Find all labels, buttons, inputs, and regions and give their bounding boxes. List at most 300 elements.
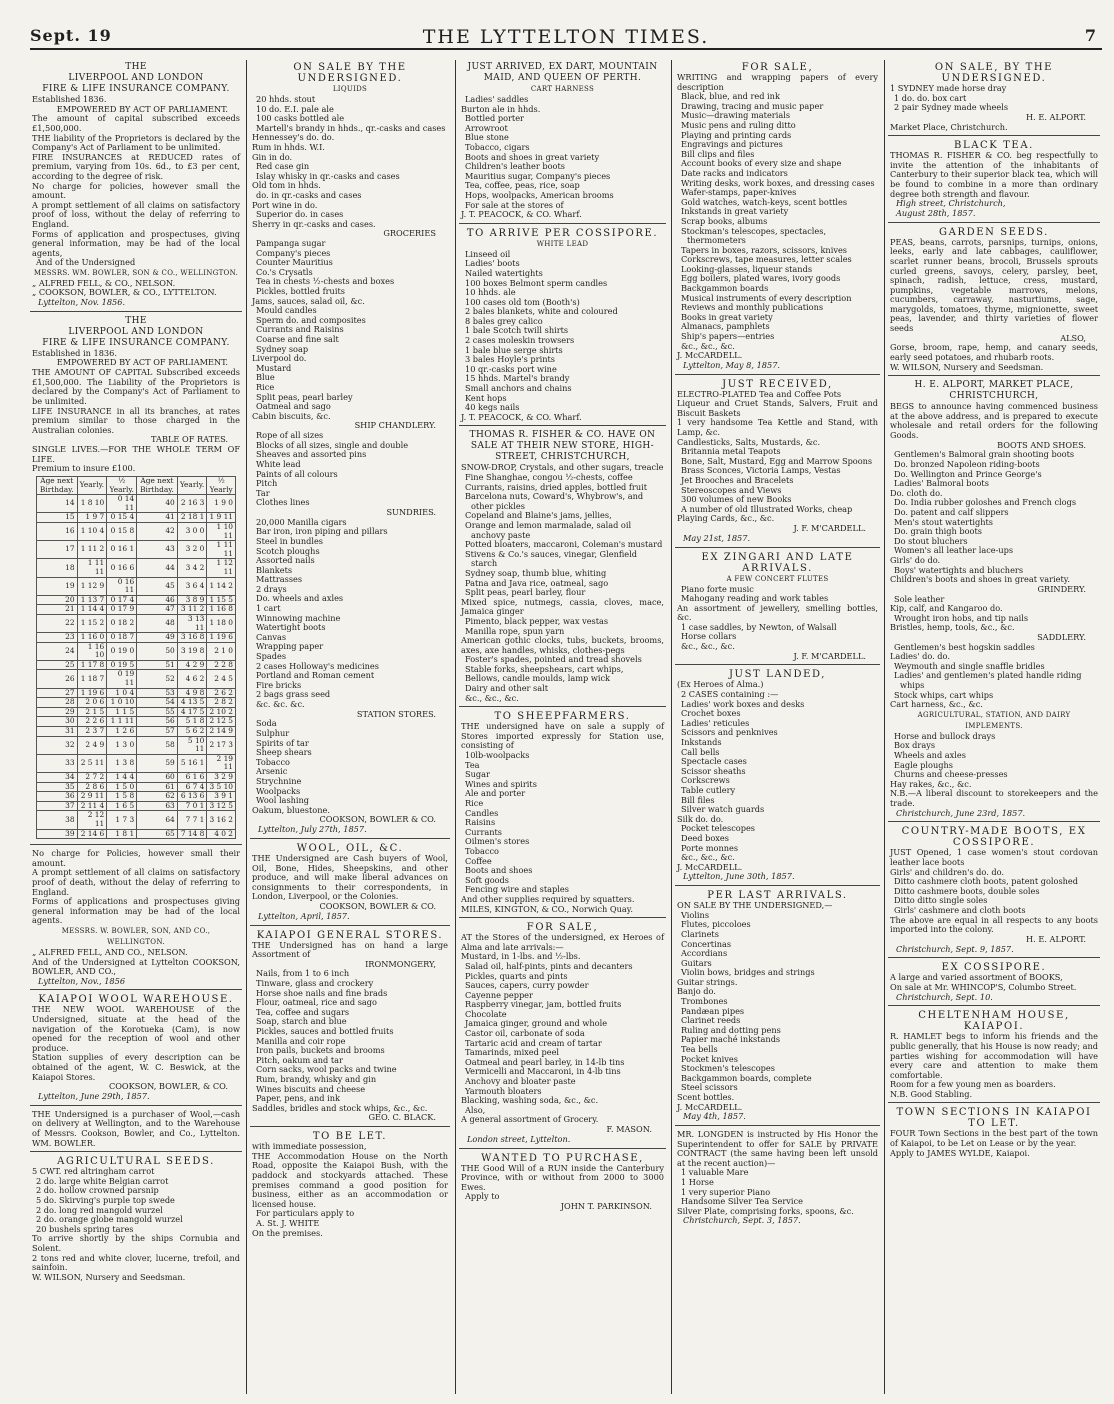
rates-cell: 2 12 11 [77,811,107,829]
ad-text: R. HAMLET begs to inform his friends and the public generally, that his House is now ready; and parties wishing for accommodation will have every care and attention to make them comfortable. [890,1031,1098,1080]
ad-text: Sherry in qr.-casks and cases. [252,218,376,229]
ad-date: Lyttelton, July 27th, 1857. [258,824,367,835]
ad-list-item: Co.'s Crysatls [256,266,313,277]
ad-signature: J. F. M'CARDELL. [793,650,866,661]
rates-cell: 2 19 11 [207,754,236,772]
ad-list-item: Raisins [465,817,496,828]
ad-list-item: 2 bags grass seed [256,689,331,700]
rates-cell: 7 7 1 [177,811,207,829]
rates-cell: 31 [37,727,78,737]
ad-text: WRITING and wrapping papers of every description [677,72,878,92]
ad-signature: SUNDRIES. [386,506,436,517]
ad-list-item: 300 volumes of new Books [681,494,792,505]
rates-cell: 2 2 8 [207,660,236,670]
rates-cell: 2 7 2 [77,773,107,783]
ad-list-item: Papier maché inkstands [681,1034,781,1045]
ad-text: And other supplies required by squatters. [461,893,635,904]
rates-row [37,773,236,783]
rates-cell: 3 5 10 [207,782,236,792]
advertisement [888,1105,1100,1161]
ad-list-item: Ladies' work boxes and desks [681,698,805,709]
ad-list-item: Tea in chests ½-chests and boxes [256,276,395,287]
ad-signature: ALSO, [1060,332,1086,343]
rates-row [37,736,236,754]
rates-cell: 21 [37,605,78,615]
rates-cell: 3 16 2 [207,811,236,829]
ad-text: Cart harness, &c., &c. [890,699,983,710]
ad-list-item: Wool lashing [256,795,310,806]
rates-cell: 0 17 9 [107,605,137,615]
ad-text: Apply to JAMES WYLDE, Kaiapoi. [890,1147,1030,1158]
ad-list-item: Coarse and fine salt [256,334,339,345]
ad-list-item: Rum, brandy, whisky and gin [256,1074,377,1085]
rates-cell: 1 19 6 [77,688,107,698]
rates-cell: 1 15 2 [77,614,107,632]
ad-signature: GRINDERY. [1037,583,1086,594]
rates-cell: 1 11 11 [77,559,107,577]
ad-list-item: For sale at the stores of [465,199,564,210]
ad-text: 2 tons red and white clover, lucerne, trefoil, and sainfoin. [32,1252,240,1273]
ad-list-item: Nailed watertights [465,267,543,278]
ad-list-item: Box drays [894,740,936,751]
ad-list-item: Boys' watertights and bluchers [894,564,1024,575]
ad-list-item: Horse collars [681,631,737,642]
rates-cell: 32 [37,736,78,754]
rates-cell: 2 4 5 [207,670,236,688]
rates-cell: 53 [137,688,178,698]
rates-cell: 55 [137,707,178,717]
ad-text: A large and varied assortment of BOOKS, [890,972,1063,983]
ad-list-item: Ship's papers—entries [681,331,775,342]
ad-list-item: Music pens and ruling ditto [681,119,796,130]
rates-cell: 7 14 8 [177,829,207,839]
column-5 [888,60,1100,1400]
rates-cell: 1 18 0 [207,614,236,632]
rates-cell: 15 [37,513,78,523]
ad-list-item: Oatmeal and pearl barley, in 14-lb tins [465,1056,625,1067]
ad-list-item: Boots and shoes [465,865,533,876]
rates-cell: 2 11 4 [77,801,107,811]
ad-list-item: Anchovy and bloater paste [465,1076,576,1087]
rates-cell: 0 15 4 [107,513,137,523]
rates-cell: 42 [137,522,178,540]
rates-cell: 43 [137,541,178,559]
ad-text: 1 very handsome Tea Kettle and Stand, with Lamp, &c. [677,417,878,437]
ad-text: Liverpool do. [252,353,307,364]
ad-text: Saddles, bridles and stock whips, &c., &c. [252,1102,428,1113]
rates-row [37,614,236,632]
ad-list-item: Mustard [256,362,292,373]
ad-list-item: Do. bronzed Napoleon riding-boots [894,459,1040,470]
ad-signature: COOKSON, BOWLER & CO. [319,900,436,911]
rates-cell: 3 16 8 [177,633,207,643]
advertisement [675,60,880,375]
ad-list-item: Spectacle cases [681,756,747,767]
ad-list-item: Mould candles [256,305,317,316]
ad-list-item: Bottled porter [465,113,524,124]
ad-list-item: Trombones [681,996,728,1007]
ad-text: No charge for policies, however small the amount. [32,180,240,201]
ad-list-item: Steel scissors [681,1082,738,1093]
rates-row [37,541,236,559]
ad-list-item: And of the Undersigned [36,257,136,268]
rates-cell: 39 [37,829,78,839]
advertisement [30,1108,242,1152]
rates-cell: 24 [37,642,78,660]
ad-list-item: Stock whips, cart whips [894,689,994,700]
advertisement [250,1129,450,1241]
ad-list-item: Oilmen's stores [465,836,530,847]
ad-list-item: &c., &c., &c. [681,641,735,652]
rates-cell: 0 16 11 [107,577,137,595]
rates-row [37,670,236,688]
advertisement [888,1008,1100,1103]
rates-cell: 2 9 11 [77,792,107,802]
ad-signature: F. MASON. [606,1124,652,1134]
rates-cell: 3 12 5 [207,801,236,811]
ad-subheading: LIQUIDS [332,85,368,93]
ad-text: J. McCARDELL. [677,861,743,872]
ad-text: An assortment of jewellery, smelling bottles, &c. [677,602,878,623]
rates-cell: 4 17 5 [177,707,207,717]
rates-cell: 3 9 1 [207,792,236,802]
ad-heading: COUNTRY-MADE BOOTS, EX COSSIPORE. [901,826,1087,849]
advertisement [888,60,1100,136]
ad-text: Rum in hhds. W.I. [252,141,325,152]
ad-list-item: Pickles, bottled fruits [256,286,345,297]
ad-date: Christchurch, June 23rd, 1857. [896,807,1026,818]
ad-heading: PER LAST ARRIVALS. [707,890,848,902]
ad-list-item: Tobacco [465,845,499,856]
ad-list-item: Accordians [681,948,728,959]
ad-list-item: Crochet boxes [681,708,741,719]
ad-list-item: Churns and cheese-presses [894,769,1008,780]
ad-list-item: Eagle ploughs [894,759,953,770]
rates-cell: 1 16 10 [77,642,107,660]
rates-cell: 1 6 5 [107,801,137,811]
advertisement [888,824,1100,958]
ad-list-item: Wheels and axles [894,750,966,761]
ad-text: Silk do. do. [677,813,724,824]
ad-text: FIRE INSURANCES at REDUCED rates of premium, varying from 10s. 6d., to £3 per cent, according to the degree of risk. [32,151,240,181]
ad-text: A general assortment of Grocery. [461,1114,599,1125]
rates-cell: 50 [137,642,178,660]
ad-date: High street, Christchurch, [896,198,1006,209]
ad-list-item: Flutes, piccoloes [681,919,751,930]
ad-text: Silver Plate, comprising forks, spoons, &c. [677,1205,854,1216]
rates-cell: 36 [37,792,78,802]
rates-cell: 2 1 5 [77,707,107,717]
ad-list-item: &c., &c., &c. [465,692,519,703]
ad-subheading: MESSRS. WM. BOWLER, SON & CO., WELLINGTON. [33,268,239,277]
ad-list-item: Split peas, pearl barley, flour [465,587,586,598]
ad-date: May 21st, 1857. [683,532,751,543]
ad-text: Premium to insure £100. [32,463,136,474]
ad-list-item: Dairy and other salt [465,683,549,694]
ad-list-item: Chocolate [465,1008,507,1019]
ad-list-item: Jet Brooches and Bracelets [681,474,794,485]
ad-list-item: Fire bricks [256,679,302,690]
ad-list-item: Tobacco [256,756,290,767]
ad-list-item: Writing desks, work boxes, and dressing cases [681,177,875,188]
ad-list-item: Sulphur [256,728,290,738]
rates-cell: 2 2 6 [77,717,107,727]
rates-cell: 1 1 11 [107,717,137,727]
ad-list-item: Inkstands in great variety [681,206,789,217]
rates-cell: 1 8 10 [77,495,107,513]
ad-heading: TO ARRIVE PER COSSIPORE. [466,227,659,239]
ad-list-item: Ditto ditto single soles [894,895,988,906]
rates-cell: 1 3 0 [107,736,137,754]
rates-cell: 1 1 5 [107,707,137,717]
ad-list-item: Small anchors and chains [465,383,572,394]
ad-text: MR. LONGDEN is instructed by His Honor the Superintendent to offer for SALE by PRIVATE CONTRACT (the same having been left unsold at the recent auction)— [677,1129,878,1168]
ad-heading: JUST LANDED, [728,669,827,681]
ad-list-item: &c., &c., &c. [681,852,735,863]
ad-list-item: Do. India rubber goloshes and French clogs [894,497,1077,508]
ad-text: W. WILSON, Nursery and Seedsman. [890,361,1044,372]
ad-date: Lyttelton, Nov. 1856. [38,297,126,308]
ad-text: 5 CWT. red altringham carrot [32,1166,155,1177]
ad-list-item: Pocket telescopes [681,823,755,834]
ad-text: THE Undersigned are Cash buyers of Wool, Oil, Bone, Hides, Sheepskins, and other produce, and will make liberal advances on consignments to their correspondents, in London, Liverpool, or the Colonies. [252,852,448,902]
advertisement [888,378,1100,822]
ad-text: Candlesticks, Salts, Mustards, &c. [677,436,821,447]
ad-text: A prompt settlement of all claims on satisfactory proof of loss, without the delay of referring to England. [32,199,240,229]
ad-text: Mustard, in 1-lbs. and ½-lbs. [461,951,581,962]
rates-cell: 0 18 2 [107,614,137,632]
rates-cell: 1 13 7 [77,595,107,605]
ad-list-item: Ladies' reticules [681,717,750,728]
ad-list-item: 2 pair Sydney made wheels [894,102,1009,113]
ad-text: THE Good Will of a RUN inside the Canterbury Province, with or without from 2000 to 3000 Ewes. [461,1162,664,1192]
rates-row [37,522,236,540]
page-number: 7 [1084,26,1096,45]
ad-list-item: 2 drays [256,583,287,594]
column-4 [675,60,880,1400]
ad-list-item: Ladies' and gentlemen's plated handle riding whips [894,670,1082,691]
ad-list-item: Hops, woolpacks, American brooms [465,189,614,200]
ad-list-item: Corkscrews, tape measures, letter scales [681,254,852,265]
ad-list-item: Mauritius sugar, Company's pieces [465,170,611,181]
ad-date: Christchurch, Sept. 10. [896,991,993,1002]
ad-list-item: Engravings and pictures [681,139,783,150]
rates-cell: 2 18 1 [177,513,207,523]
ad-list-item: Pitch, oakum and tar [256,1054,343,1065]
ad-list-item: Arsenic [256,766,288,777]
rates-cell: 27 [37,688,78,698]
rates-cell: 54 [137,698,178,708]
rates-cell: 1 15 5 [207,595,236,605]
ad-text: Market Place, Christchurch. [890,121,1008,132]
ad-text: Burton ale in hhds. [461,103,541,114]
ad-list-item: Canvas [256,631,287,642]
rates-cell: 1 9 11 [207,513,236,523]
rates-cell: 2 16 3 [177,495,207,513]
rates-row [37,605,236,615]
rates-cell: 23 [37,633,78,643]
rates-cell: 3 11 2 [177,605,207,615]
rates-cell: 22 [37,614,78,632]
ad-list-item: Clothes lines [256,497,310,508]
ad-list-item: Table cutlery [681,785,736,795]
rates-cell: 26 [37,670,78,688]
rates-cell: 48 [137,614,178,632]
ad-list-item: 15 hhds. Martel's brandy [465,373,570,384]
rates-cell: 0 15 8 [107,522,137,540]
rates-cell: 5 10 11 [177,736,207,754]
rates-cell: 4 9 8 [177,688,207,698]
rates-cell: 0 14 11 [107,495,137,513]
rates-cell: 63 [137,801,178,811]
ad-list-item: Currants, raisins, dried apples, bottled fruit [465,481,648,492]
ad-text: „ ALFRED FELL, & CO., NELSON. [32,277,176,288]
rates-row [37,727,236,737]
ad-list-item: Ale and porter [465,788,526,799]
ad-text: Girls' and children's do. do. [890,866,1005,877]
rates-cell: 6 7 4 [177,782,207,792]
column-rule [455,60,456,1394]
rates-cell: 51 [137,660,178,670]
ad-list-item: A number of old Illustrated Works, cheap [681,503,853,514]
ad-list-item: Do. Wellington and Prince George's [894,468,1042,479]
ad-list-item: Watertight boots [256,622,326,633]
ad-heading: EX ZINGARI AND LATE ARRIVALS. [701,551,854,574]
ad-list-item: Woolpacks [256,785,301,796]
rates-cell: 14 [37,495,78,513]
ad-list-item: Musical instruments of every description [681,292,852,303]
ad-text: (Ex Heroes of Alma.) [677,679,764,690]
ad-subheading: A FEW CONCERT FLUTES [726,574,829,583]
ad-list-item: Ruling and dotting pens [681,1024,781,1035]
ad-list-item: Bone, Salt, Mustard, Egg and Marrow Spoons [681,455,873,466]
ad-list-item: Almanacs, pamphlets [681,321,770,332]
ad-list-item: Inkstands [681,737,722,748]
rates-cell: 3 19 8 [177,642,207,660]
ad-signature: TABLE OF RATES. [151,434,228,445]
rates-cell: 3 2 9 [207,773,236,783]
rates-row [37,829,236,839]
ad-list-item: Split peas, pearl barley [256,391,353,402]
rates-cell: 29 [37,707,78,717]
ad-list-item: &c. &c. &c. [256,699,305,710]
ad-text: Oakum, bluestone. [252,804,330,815]
ad-text: with immediate possession, [252,1141,367,1152]
ad-list-item: Company's pieces [256,247,331,258]
ad-text: „ COOKSON, BOWLER, & CO., LYTTELTON. [32,287,217,298]
ad-list-item: Flour, oatmeal, rice and sago [256,997,377,1008]
rates-cell: 1 16 8 [207,605,236,615]
rates-cell: 52 [137,670,178,688]
ad-signature: EMPOWERED BY ACT OF PARLIAMENT. [56,357,228,368]
ad-list-item: Bill files [681,794,715,805]
advertisement [459,226,666,427]
rates-cell: 16 [37,522,78,540]
ad-list-item: Reviews and monthly publications [681,302,824,313]
ad-list-item: Concertinas [681,938,732,949]
rates-cell: 56 [137,717,178,727]
ad-list-item: Spades [256,651,287,662]
ad-list-item: 1 bale blue serge shirts [465,344,563,355]
ad-list-item: Ditto cashmere boots, double soles [894,885,1040,896]
ad-list-item: Call bells [681,746,720,757]
ad-list-item: Vermicelli and Maccaroni, in 4-lb tins [465,1066,621,1077]
rates-cell: 59 [137,754,178,772]
ad-list-item: Blue [256,372,275,383]
ad-signature: J. F. M'CARDELL. [793,522,866,533]
ad-text: PEAS, beans, carrots, parsnips, turnips, onions, leeks, early and late cabbages, cauliflower, scarlet runner beans, brocoli, Brussels sprouts curled greens, savoys, celery, parsley, beet, spinach, radish, lettuce, cress, mustard, pumpkins, vegetable marrows, melons, cucumbers, carraway, nasturtiums, sage, marygolds, tomatoes, thyme, mignionette, sweet peas, lavender, and thirty varieties of flower seeds [890,236,1098,334]
ad-text: Room for a few young men as boarders. [890,1079,1056,1090]
ad-text: Hay rakes, &c., &c. [890,778,972,789]
ad-signature: STATION STORES. [356,708,436,719]
ad-list-item: Paper, pens, and ink [256,1093,340,1104]
ad-text: Girls' do do. [890,554,941,565]
rates-cell: 49 [137,633,178,643]
ad-list-item: Sole leather [894,593,945,604]
ad-text: N.B. Good Stabling. [890,1088,973,1099]
rates-cell: 30 [37,717,78,727]
rates-cell: 4 6 2 [177,670,207,688]
ad-text: BEGS to announce having commenced business at the above address, and is prepared to execute wholesale and retail orders for the following Goods. [890,401,1098,441]
ad-heading: TOWN SECTIONS IN KAIAPOI TO LET. [896,1107,1092,1130]
advertisement [675,550,880,666]
ad-list-item: Linseed oil [465,248,511,259]
rates-cell: 1 9 0 [207,495,236,513]
ad-list-item: Scissors and penknives [681,727,778,738]
ad-list-item: Soap, starch and blue [256,1016,347,1027]
ad-list-item: Ladies' boots [465,258,520,269]
ad-text: Old tom in hhds. [252,180,321,191]
ad-text: THE Undersigned has on hand a large Assortment of [252,939,448,960]
ad-list-item: A. St. J. WHITE [256,1217,320,1228]
rates-cell: 1 0 10 [107,698,137,708]
advertisement [888,225,1100,377]
ad-list-item: Tapers in boxes, razors, scissors, knives [681,244,847,255]
ad-list-item: 100 casks bottled ale [256,113,345,124]
rates-cell: 0 19 5 [107,660,137,670]
ad-text: A prompt settlement of all claims on satisfactory proof of death, without the delay of referring to England. [32,867,240,897]
rates-cell: 1 3 8 [107,754,137,772]
ad-list-item: 2 cases Holloway's medicines [256,660,379,671]
ad-list-item: Wafer-stamps, paper-knives [681,187,797,198]
ad-list-item: Wrought iron hobs, and tip nails [894,612,1029,623]
ad-list-item: Books in great variety [681,311,773,322]
ad-signature: EMPOWERED BY ACT OF PARLIAMENT. [56,103,228,114]
ad-list-item: Weymouth and single snaffle bridles [894,660,1045,671]
rates-cell: 46 [137,595,178,605]
ad-list-item: Patna and Java rice, oatmeal, sago [465,577,609,588]
advertisement [30,60,242,312]
rates-cell: 2 6 2 [207,688,236,698]
rates-row [37,633,236,643]
ad-list-item: 10 qr.-casks port wine [465,363,557,374]
ad-list-item: Britannia metal Teapots [681,446,781,457]
ad-list-item: 2 do. hollow crowned parsnip [36,1185,159,1196]
ad-signature: SHIP CHANDLERY. [354,420,436,431]
rates-cell: 45 [137,577,178,595]
ad-text: Jams, sauces, salad oil, &c. [252,295,365,306]
ad-list-item: 1 bale Scotch twill shirts [465,325,569,336]
ad-list-item: Children's leather boots [465,161,565,172]
ad-list-item: Islay whisky in qr.-casks and cases [256,170,400,181]
rates-cell: 1 12 11 [207,559,236,577]
ad-list-item: 20,000 Manilla cigars [256,516,347,527]
ad-list-item: Tar [256,487,270,498]
ad-list-item: Pickles, quarts and pints [465,970,568,981]
ad-list-item: Wrapping paper [256,641,324,652]
advertisement [459,428,666,707]
rates-cell: 1 8 1 [107,829,137,839]
